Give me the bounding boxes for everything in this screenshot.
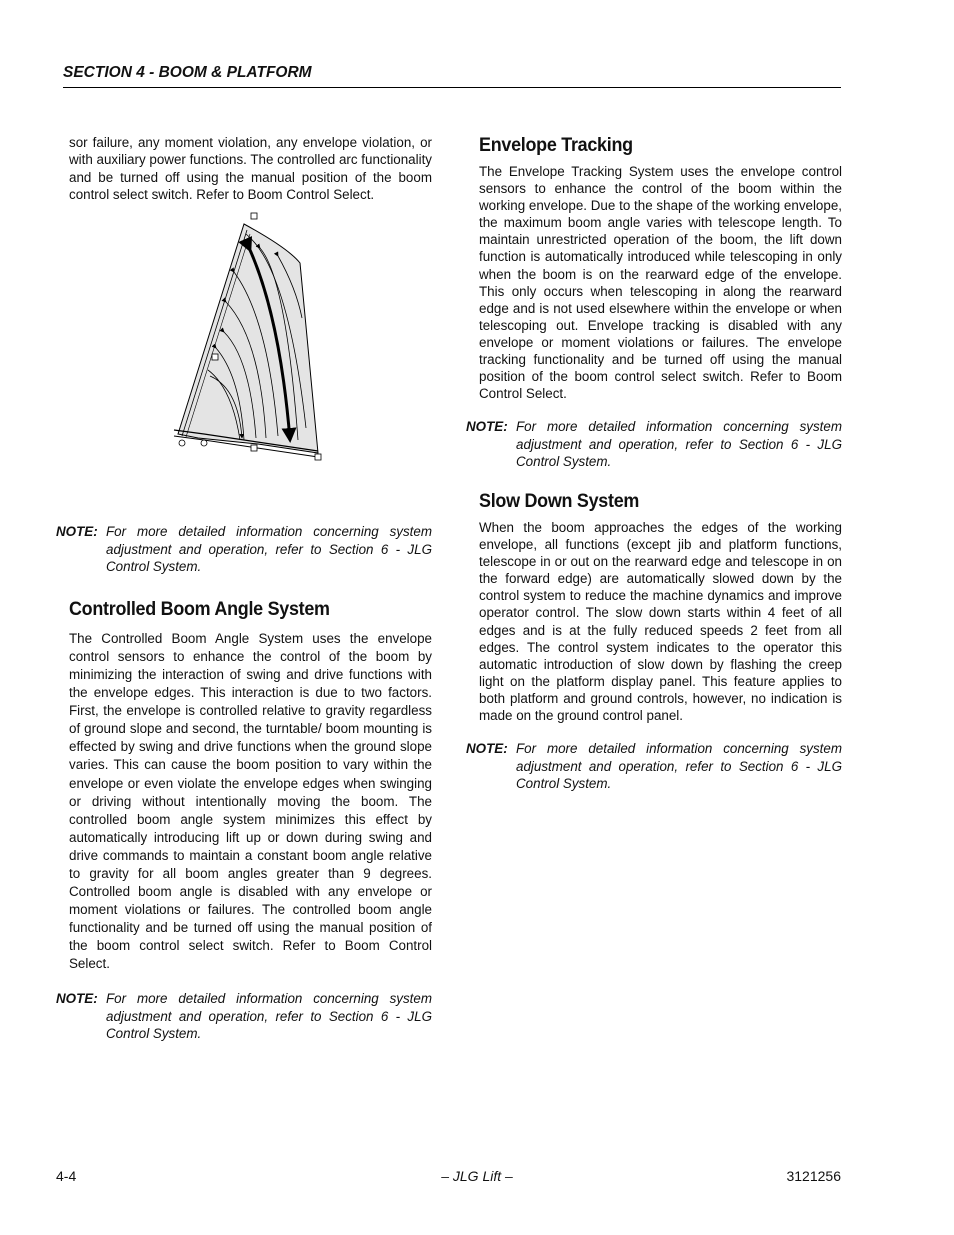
footer-center: – JLG Lift – bbox=[441, 1168, 513, 1184]
intro-paragraph: sor failure, any moment violation, any envelope violation, or with auxiliary power functions. The controlled arc functionality and be turned off using the manual position of the boom control select switch. Refer to Boom Control Select. bbox=[69, 135, 432, 202]
cba-body: The Controlled Boom Angle System uses the envelope control sensors to enhance the control of the boom by minimizing the interaction of swing and drive functions with the envelope edges. This interaction is due to two factors. First, the envelope is controlled relative to gravity regardless of ground slope and second, the turntable/ boom mounting is effected by swing and drive functions when the ground slope varies. This can cause the boom position to vary within the envelope or even violate the envelope edges when swinging or driving without intentionally moving the boom. The controlled boom angle system minimizes this effect by automatically introducing lift up or down during swing and drive commands to maintain a constant boom angle relative to gravity for all boom angles greater than 9 degrees. Controlled boom angle is disabled with any envelope or moment violations or failures. The controlled boom angle functionality and be turned off using the manual position of the boom control select switch. Refer to Boom Control Select. bbox=[69, 631, 432, 972]
et-section bbox=[479, 134, 842, 402]
document-number: 3121256 bbox=[786, 1168, 841, 1184]
note-label: NOTE: bbox=[56, 524, 98, 539]
note-text: For more detailed information concerning system adjustment and operation, refer to Section 6 - JLG Control System. bbox=[516, 419, 842, 470]
note-text: For more detailed information concerning system adjustment and operation, refer to Section 6 - JLG Control System. bbox=[516, 741, 842, 792]
et-body: The Envelope Tracking System uses the envelope control sensors to enhance the control of the boom within the working envelope. Due to the shape of the working envelope, the maximum boom angle varies with telescope length. To maintain unrestricted operation of the boom, the lift down function is automatically introduced while telescoping in only when the boom is on the rearward edge of the envelope. This only occurs when telescoping in along the rearward edge and is not used elsewhere within the envelope or when telescoping out. Envelope tracking is disabled with any envelope or moment violations or failures. The envelope tracking functionality and be turned off using the manual position of the boom control select switch. Refer to Boom Control Select. bbox=[479, 164, 842, 402]
note-label: NOTE: bbox=[466, 741, 508, 756]
note-2 bbox=[56, 990, 432, 1043]
note-4 bbox=[466, 740, 842, 793]
section-header: SECTION 4 - BOOM & PLATFORM bbox=[63, 64, 841, 88]
note-text: For more detailed information concerning system adjustment and operation, refer to Section 6 - JLG Control System. bbox=[106, 991, 432, 1042]
note-1 bbox=[56, 523, 432, 576]
sensor-icon bbox=[315, 454, 321, 460]
note-label: NOTE: bbox=[56, 991, 98, 1006]
section-heading: Envelope Tracking bbox=[479, 134, 633, 156]
page-number: 4-4 bbox=[56, 1168, 77, 1184]
section-heading: Slow Down System bbox=[479, 490, 640, 512]
note-label: NOTE: bbox=[466, 419, 508, 434]
sensor-icon bbox=[251, 213, 257, 219]
note-text: For more detailed information concerning system adjustment and operation, refer to Section 6 - JLG Control System. bbox=[106, 524, 432, 575]
boom-envelope-diagram bbox=[168, 208, 328, 468]
note-3 bbox=[466, 418, 842, 471]
sensor-icon bbox=[212, 354, 218, 360]
sd-section bbox=[479, 490, 842, 724]
section-heading: Controlled Boom Angle System bbox=[69, 598, 330, 620]
sd-body: When the boom approaches the edges of the working envelope, all functions (except jib and platform functions, telescope in or out on the rearward edge and telescope in on the forward edge) are automatically slowed down by the control system to reduce the machine dynamics and improve operator control. The slow down starts within 4 feet of all edges and is at the fully reduced speeds 2 feet from all edges. The control system indicates to the operator this automatic introduction of slow down by flashing the creep light on the platform display panel. This feature applies to both platform and ground controls, however, no indication is made on the ground control panel. bbox=[479, 520, 842, 724]
cba-section bbox=[69, 598, 432, 973]
sensor-icon bbox=[251, 445, 257, 451]
left-column bbox=[69, 134, 432, 203]
